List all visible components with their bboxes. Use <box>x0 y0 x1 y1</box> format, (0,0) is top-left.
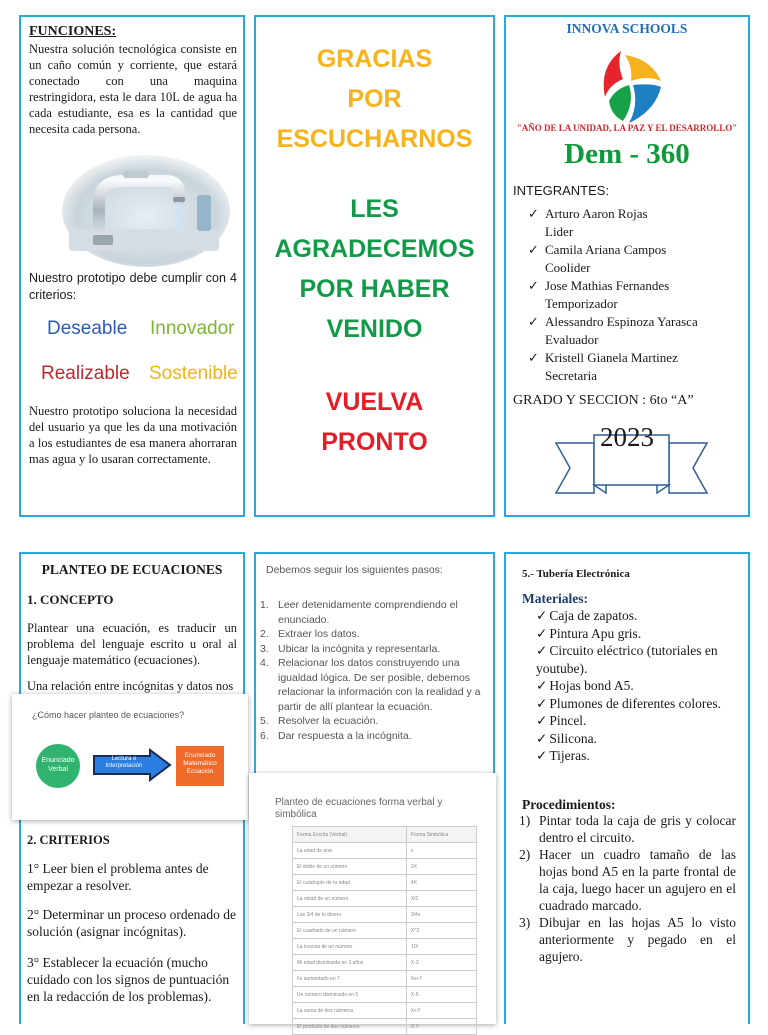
math-statement-box: Enunciado Matemático Ecuación <box>176 746 224 786</box>
motto: "AÑO DE LA UNIDAD, LA PAZ Y EL DESARROLLO" <box>516 123 738 133</box>
verbal-form-cell: La suma de dos números <box>293 1003 407 1019</box>
verbal-form-cell: La mitad de un número <box>293 891 407 907</box>
check-icon: ✓ <box>536 695 548 711</box>
table-row <box>293 987 477 1003</box>
thanks-panel <box>254 15 495 517</box>
table-row <box>293 859 477 875</box>
project-title: 5.- Tubería Electrónica <box>522 568 630 580</box>
symbolic-form-cell: x <box>406 843 476 859</box>
procedure-item: 3) Dibujar en las hojas A5 lo visto anteriormente y pegado en el agujero. <box>519 915 736 964</box>
symbolic-form-cell: X.Y <box>406 1019 476 1035</box>
project-name: Dem - 360 <box>564 138 690 170</box>
material-item <box>536 730 740 748</box>
step-item: 1. Leer detenidamente comprendiendo el enunciado. <box>260 599 458 626</box>
step-item: 3. Ubicar la incógnita y representarla. <box>260 642 441 655</box>
verbal-form-cell: El cuádruple de tu edad <box>293 875 407 891</box>
year: 2023 <box>600 422 654 452</box>
symbolic-form-cell: X+Y <box>406 1003 476 1019</box>
table-row <box>293 923 477 939</box>
step-text: Dar respuesta a la incógnita. <box>278 729 412 742</box>
symbolic-form-cell: X^2 <box>406 923 476 939</box>
symbolic-form-cell: 4X <box>406 875 476 891</box>
step-item: 5. Resolver la ecuación. <box>260 715 379 727</box>
table-row <box>293 955 477 971</box>
table-row <box>293 891 477 907</box>
come-back-line: VUELVA <box>325 388 424 416</box>
thanks-message <box>256 39 493 159</box>
appreciation-line: VENIDO <box>326 315 423 343</box>
solution-text: Nuestro prototipo soluciona la necesidad del usuario ya que les da una motivación a los estudiantes de esa manera ahorraran mas agua y lo usaran correctamente. <box>29 404 237 466</box>
check-icon: ✓ <box>536 625 548 641</box>
prototype-criteria-text: Nuestro prototipo debe cumplir con 4 criterios: <box>29 271 237 302</box>
table-row <box>293 1003 477 1019</box>
material-text: Pincel. <box>549 713 587 728</box>
step-text: Resolver la ecuación. <box>278 715 379 727</box>
step-text: Ubicar la incógnita y representarla. <box>278 642 441 655</box>
material-text: Hojas bond A5. <box>549 678 634 693</box>
symbolic-form-cell: 3/4x <box>406 907 476 923</box>
step-item: 4. Relacionar los datos construyendo una igualdad lógica. De ser posible, debemos relacionar la información con la realidad y a partir de allí plantear la ecuación. <box>260 657 481 713</box>
member-role: Evaluador <box>545 332 599 347</box>
symbolic-form-cell: X/2 <box>406 891 476 907</box>
infographic-title: ¿Cómo hacer planteo de ecuaciones? <box>32 710 185 720</box>
check-icon: ✓ <box>528 206 539 221</box>
step-item: 6. Dar respuesta a la incógnita. <box>260 729 412 742</box>
table-title: Planteo de ecuaciones forma verbal y simbólica <box>275 797 443 820</box>
appreciation-line: LES <box>350 195 399 223</box>
member-item <box>528 241 743 277</box>
verbal-form-cell: Los 3/4 de tu dinero <box>293 907 407 923</box>
check-icon: ✓ <box>536 678 548 693</box>
verbal-form-cell: El doble de un número <box>293 859 407 875</box>
concept-text: Plantear una ecuación, es traducir un problema del lenguaje escrito u oral al lenguaje matemático (ecuaciones). <box>27 621 237 667</box>
table-row <box>293 875 477 891</box>
symbolic-form-cell: X-5 <box>406 987 476 1003</box>
equation-infographic <box>12 694 248 820</box>
member-role: Lider <box>545 224 574 239</box>
thanks-line: GRACIAS <box>316 45 433 73</box>
procedure-text: Hacer un cuadro tamaño de las hojas bond A5 en la parte frontal de la caja, luego hacer un agujero en el cuadrado marcado. <box>539 847 736 913</box>
table-header-row <box>293 827 477 843</box>
material-item <box>536 695 740 713</box>
member-name: Jose Mathias Fernandes <box>545 278 670 293</box>
material-text: Pintura Apu gris. <box>549 625 642 641</box>
check-icon: ✓ <box>536 713 548 728</box>
steps-intro: Debemos seguir los siguientes pasos: <box>266 564 443 576</box>
table-header: Forma Simbólica <box>406 827 476 843</box>
criterion-sostenible: Sostenible <box>149 363 238 384</box>
criteria-heading: 2. CRITERIOS <box>27 833 110 847</box>
verbal-form-cell: Mi edad disminuida en 3 años <box>293 955 407 971</box>
member-name: Camila Ariana Campos <box>545 242 667 257</box>
step-item: 2. Extraer los datos. <box>260 628 360 640</box>
material-text: Silicona. <box>549 730 597 746</box>
check-icon: ✓ <box>528 314 539 329</box>
member-item <box>528 277 743 313</box>
check-icon: ✓ <box>528 278 539 293</box>
procedures-heading: Procedimientos: <box>522 797 616 812</box>
check-icon: ✓ <box>536 608 548 623</box>
material-item <box>536 625 740 643</box>
material-item <box>536 642 740 677</box>
criterion-deseable: Deseable <box>47 318 128 339</box>
criterion-innovador: Innovador <box>150 318 235 339</box>
member-name: Kristell Gianela Martinez <box>545 350 678 365</box>
symbolic-form-cell: X-3 <box>406 955 476 971</box>
materials-list <box>536 607 740 765</box>
material-text: Caja de zapatos. <box>549 608 638 623</box>
check-icon: ✓ <box>536 730 548 746</box>
material-text: Plumones de diferentes colores. <box>549 695 722 711</box>
check-icon: ✓ <box>536 748 548 763</box>
table-row <box>293 939 477 955</box>
verbal-form-cell: La edad de ana <box>293 843 407 859</box>
criterion-1: 1° Leer bien el problema antes de empezar a resolver. <box>27 861 209 893</box>
member-role: Coolider <box>545 260 591 275</box>
school-logo-icon <box>591 45 671 125</box>
symbolic-form-cell: 6x+7 <box>406 971 476 987</box>
members-label: INTEGRANTES: <box>513 183 610 198</box>
procedure-text: Dibujar en las hojas A5 lo visto anteriormente y pegado en el agujero. <box>539 915 736 964</box>
procedure-text: Pintar toda la caja de gris y colocar dentro el circuito. <box>539 813 736 845</box>
table-row <box>293 1019 477 1035</box>
member-name: Alessandro Espinoza Yarasca <box>545 314 698 329</box>
appreciation-line: POR HABER <box>299 275 450 303</box>
verbal-symbolic-table <box>292 826 477 1035</box>
symbolic-form-cell: 1/X <box>406 939 476 955</box>
material-item <box>536 747 740 765</box>
table-row <box>293 971 477 987</box>
grade-section: GRADO Y SECCION : 6to “A” <box>513 393 694 408</box>
come-back-message <box>256 382 493 462</box>
come-back-line: PRONTO <box>321 428 428 456</box>
member-item <box>528 205 743 241</box>
material-item <box>536 677 740 695</box>
functions-title: FUNCIONES: <box>29 24 117 39</box>
school-name: INNOVA SCHOOLS <box>566 21 688 36</box>
procedure-item: 1) Pintar toda la caja de gris y colocar dentro el circuito. <box>519 813 736 845</box>
material-text: Tijeras. <box>549 748 590 763</box>
functions-intro: Nuestra solución tecnológica consiste en un caño común y corriente, que estará conectado con una maquina restringidora, esta le dara 10L de agua ha cada estudiante, esa es la cantidad que necesita cada persona. <box>29 42 237 136</box>
table-row <box>293 907 477 923</box>
project-panel <box>504 552 750 1024</box>
verbal-form-cell: Un número disminuido en 5 <box>293 987 407 1003</box>
criterion-realizable: Realizable <box>41 363 130 384</box>
step-text: Relacionar los datos construyendo una igualdad lógica. De ser posible, debemos relacionar la información con la realidad y a partir de allí plantear la ecuación. <box>278 657 481 713</box>
faucet-image <box>61 151 231 269</box>
procedures-list <box>519 812 736 965</box>
member-role: Secretaria <box>545 368 597 383</box>
interpretation-label: Lectura e Interpretación <box>105 756 143 769</box>
check-icon: ✓ <box>528 350 539 365</box>
member-role: Temporizador <box>545 296 618 311</box>
verbal-form-cell: El cuadrado de un número <box>293 923 407 939</box>
materials-heading: Materiales: <box>522 591 588 606</box>
verbal-statement-circle: Enunciado Verbal <box>36 744 80 788</box>
member-item <box>528 313 743 349</box>
verbal-form-cell: 6x aumentado en 7 <box>293 971 407 987</box>
check-icon: ✓ <box>528 242 539 257</box>
functions-panel <box>19 15 245 517</box>
relation-text: Una relación entre incógnitas y datos nos <box>27 679 234 693</box>
concept-heading: 1. CONCEPTO <box>27 592 114 607</box>
thanks-line: POR <box>347 85 402 113</box>
verbal-symbolic-table-card <box>249 773 496 1030</box>
verbal-form-cell: La inversa de un número <box>293 939 407 955</box>
material-item <box>536 712 740 730</box>
thanks-line: ESCUCHARNOS <box>276 125 473 153</box>
member-item <box>528 349 743 385</box>
material-text: Circuito eléctrico (tutoriales en youtube). <box>536 643 718 676</box>
symbolic-form-cell: 2X <box>406 859 476 875</box>
verbal-form-cell: El producto de dos números <box>293 1019 407 1035</box>
member-name: Arturo Aaron Rojas <box>545 206 648 221</box>
steps-list <box>260 598 489 743</box>
criterion-3: 3° Establecer la ecuación (mucho cuidado con los signos de puntuación en la redacción de los problemas). <box>27 955 230 1004</box>
check-icon: ✓ <box>536 643 548 658</box>
step-text: Extraer los datos. <box>278 628 360 640</box>
members-list <box>528 205 743 385</box>
table-row <box>293 843 477 859</box>
appreciation-line: AGRADECEMOS <box>274 235 475 263</box>
material-item <box>536 607 740 625</box>
cover-panel <box>504 15 750 517</box>
table-header: Forma Escrita (Verbal) <box>293 827 407 843</box>
procedure-item: 2) Hacer un cuadro tamaño de las hojas bond A5 en la parte frontal de la caja, luego hacer un agujero en el cuadrado marcado. <box>519 847 736 913</box>
appreciation-message <box>256 189 493 349</box>
equations-title: PLANTEO DE ECUACIONES <box>41 562 223 577</box>
criterion-2: 2° Determinar un proceso ordenado de solución (asignar incógnitas). <box>27 907 236 939</box>
step-text: Leer detenidamente comprendiendo el enunciado. <box>278 599 458 626</box>
